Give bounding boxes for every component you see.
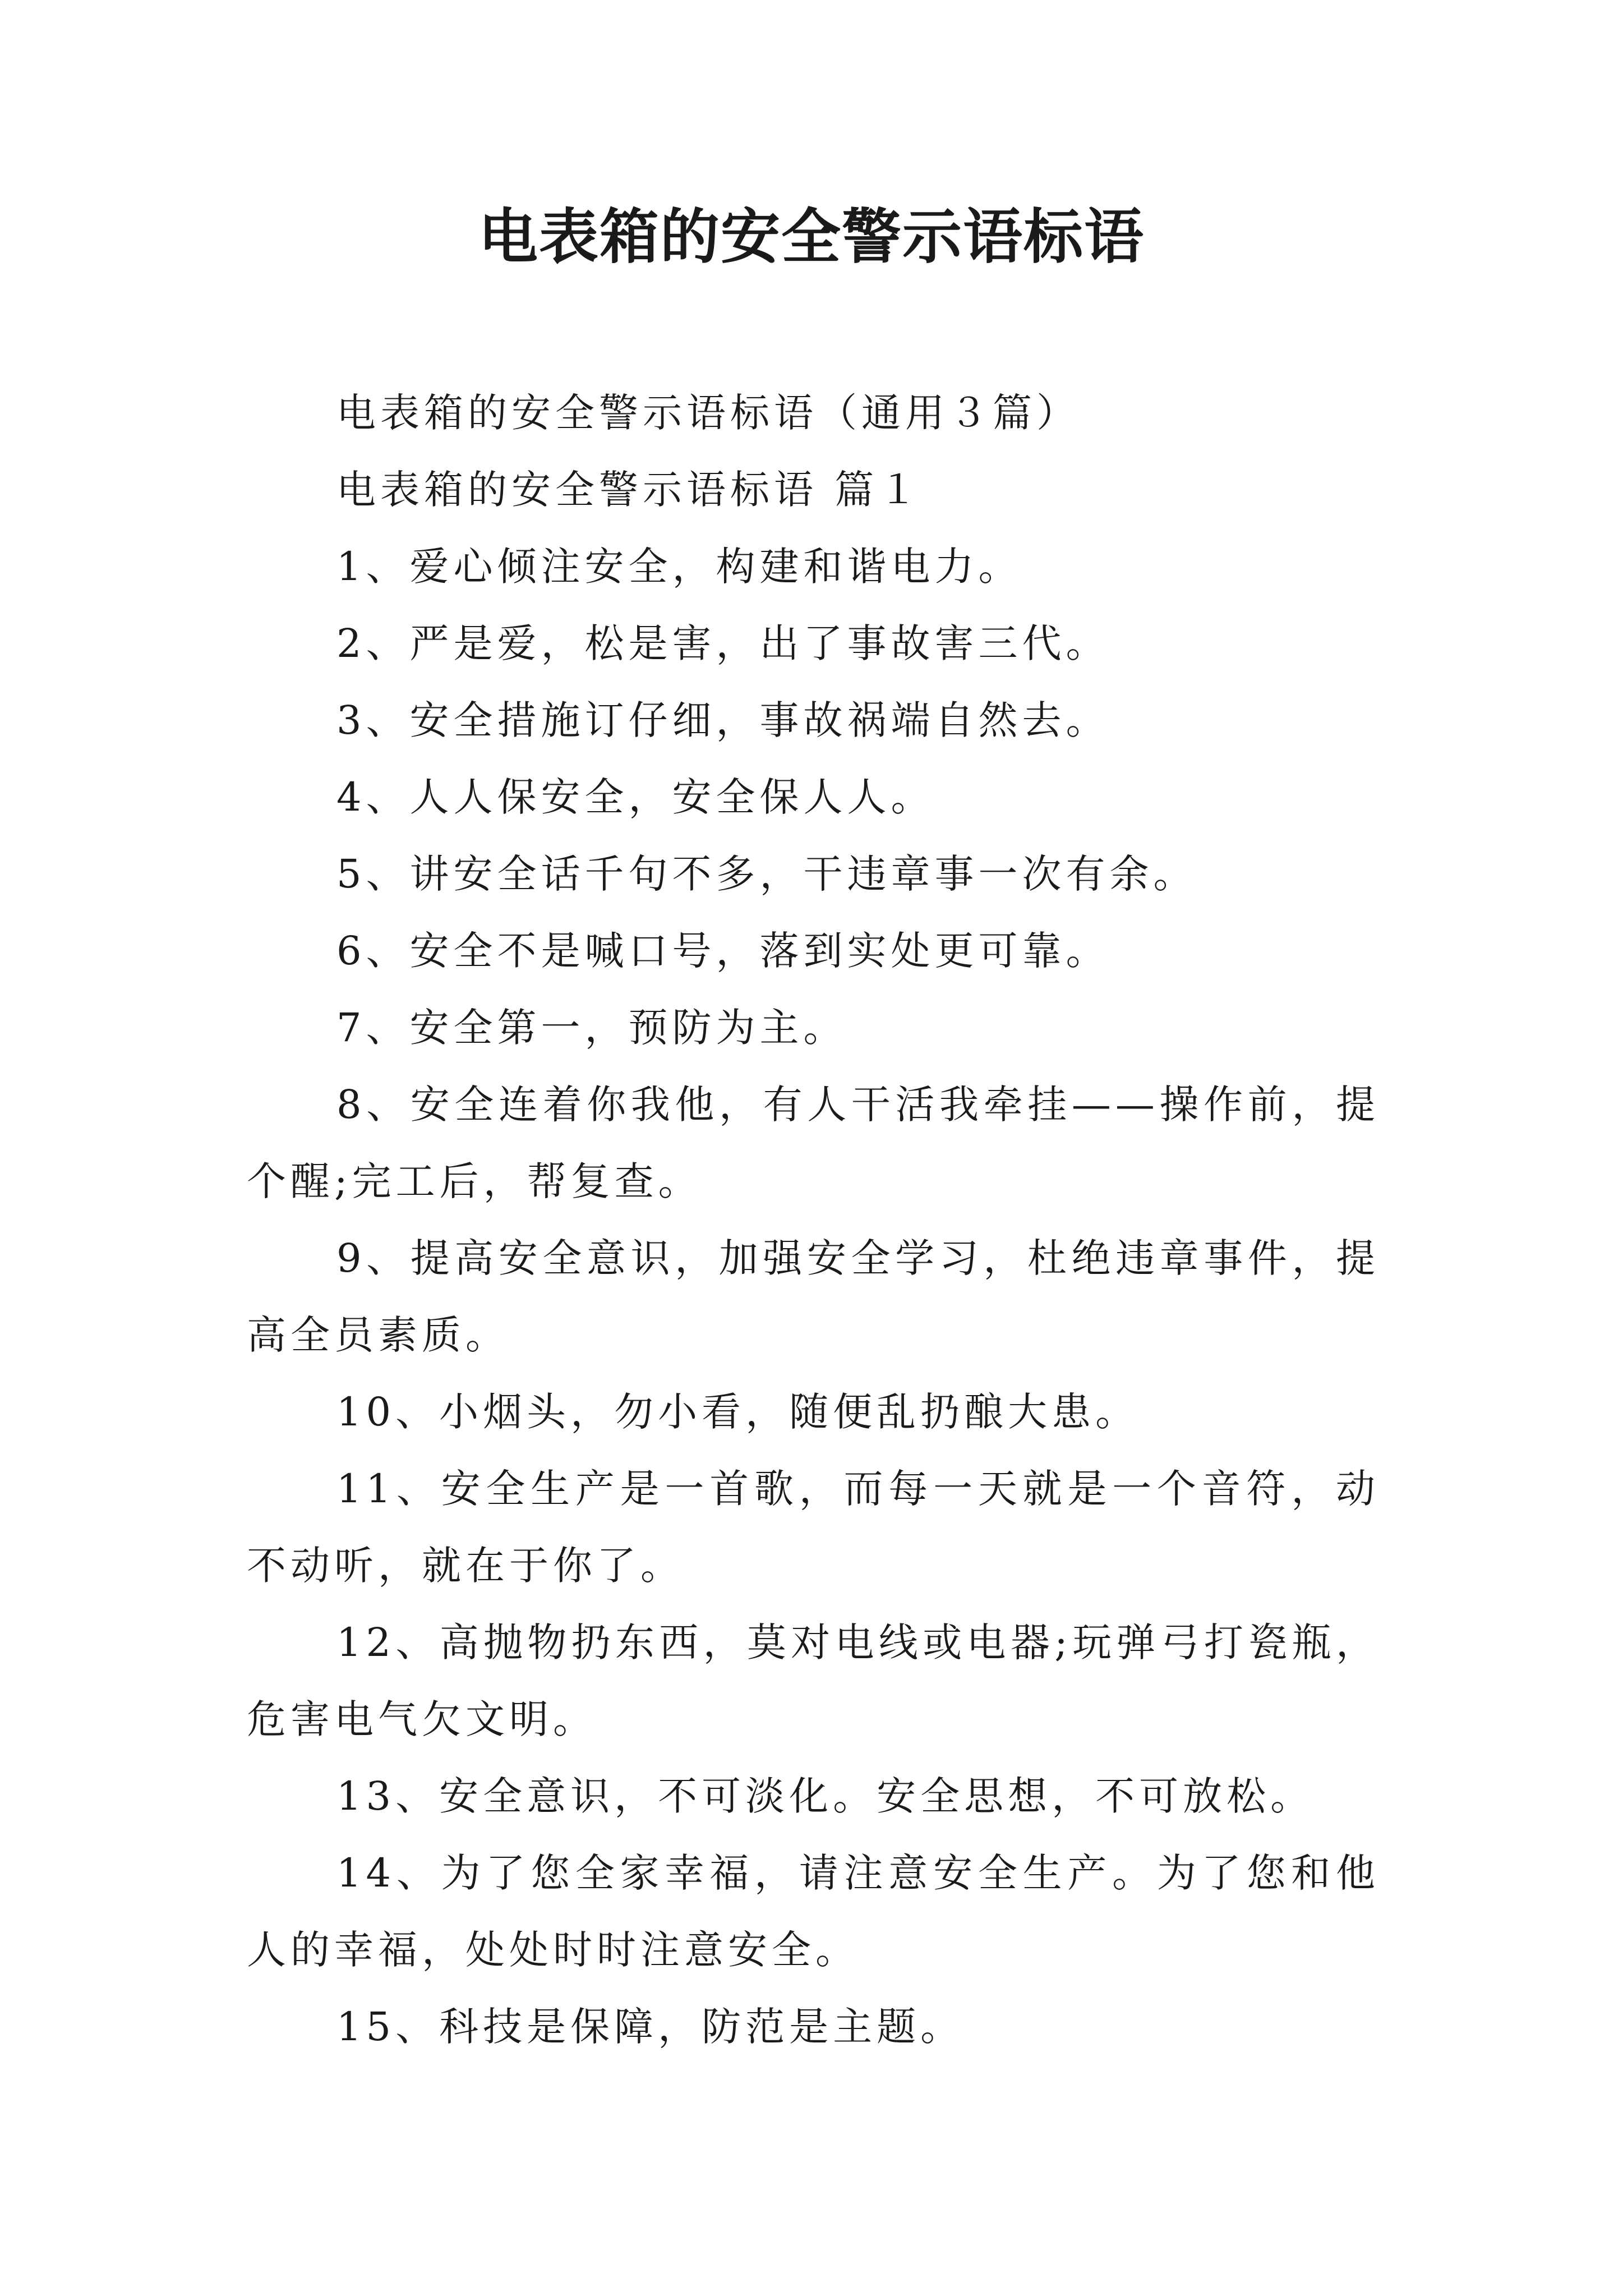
slogan-item: 4、人人保安全，安全保人人。 — [336, 774, 935, 820]
slogan-item: 11、安全生产是一首歌，而每一天就是一个音符，动不动听，就在于你了。 — [247, 1466, 1380, 1589]
subtitle-paragraph: 电表箱的安全警示语标语（通用３篇） — [336, 390, 1080, 436]
page-title: 电表箱的安全警示语标语 — [478, 201, 1145, 272]
slogan-item: 12、高抛物扔东西，莫对电线或电器;玩弹弓打瓷瓶，危害电气欠文明。 — [247, 1619, 1380, 1742]
slogan-item: 10、小烟头，勿小看，随便乱扔酿大患。 — [336, 1389, 1140, 1435]
slogan-item: 8、安全连着你我他，有人干活我牵挂——操作前，提个醒;完工后，帮复查。 — [247, 1082, 1380, 1204]
slogan-item: 13、安全意识，不可淡化。安全思想，不可放松。 — [336, 1773, 1315, 1819]
slogan-item: 9、提高安全意识，加强安全学习，杜绝违章事件，提高全员素质。 — [247, 1235, 1380, 1358]
document-body — [247, 375, 1380, 2065]
slogan-item: 15、科技是保障，防范是主题。 — [336, 2004, 965, 2050]
section-heading: 电表箱的安全警示语标语 篇１ — [336, 467, 923, 513]
slogan-item: 1、爱心倾注安全，构建和谐电力。 — [336, 544, 1022, 590]
slogan-item: 7、安全第一，预防为主。 — [336, 1005, 847, 1051]
slogan-item: 6、安全不是喊口号，落到实处更可靠。 — [336, 928, 1110, 974]
slogan-item: 14、为了您全家幸福，请注意安全生产。为了您和他人的幸福，处处时时注意安全。 — [247, 1850, 1380, 1973]
slogan-item: 5、讲安全话千句不多，干违章事一次有余。 — [336, 851, 1197, 897]
slogan-item: 3、安全措施订仔细，事故祸端自然去。 — [336, 697, 1110, 743]
slogan-item: 2、严是爱，松是害，出了事故害三代。 — [336, 620, 1110, 666]
